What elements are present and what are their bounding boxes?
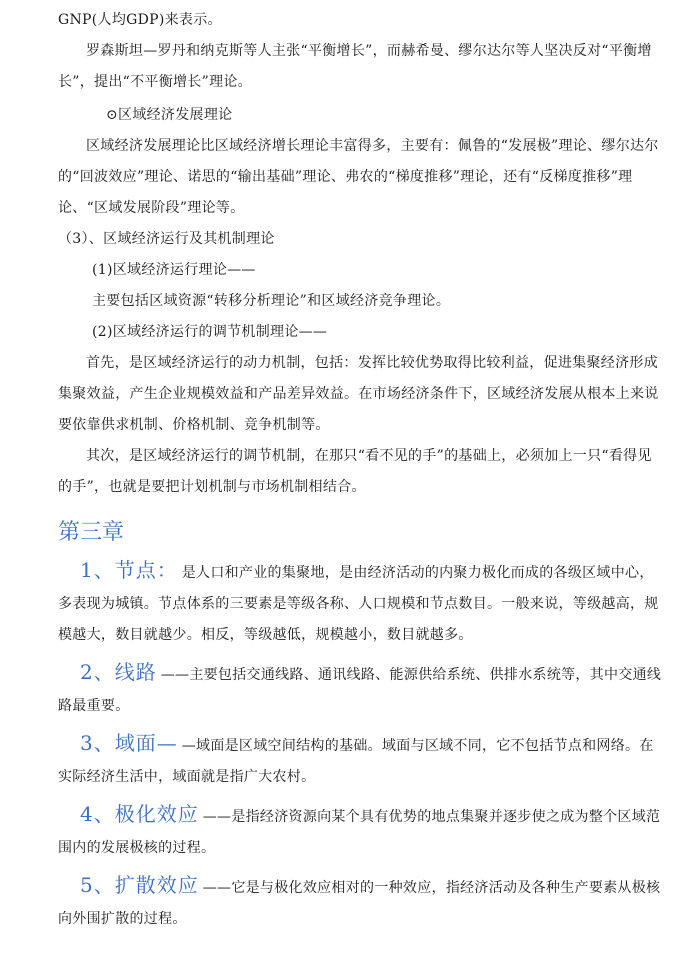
- term-title: 1、节点：: [80, 558, 178, 582]
- chapter-heading: 第三章: [58, 520, 125, 545]
- term-title: 5、扩散效应: [80, 873, 199, 897]
- paragraph-gnp: GNP(人均GDP)来表示。: [58, 12, 222, 28]
- term-node: [58, 555, 663, 651]
- term-title: 4、极化效应: [80, 802, 199, 826]
- heading-section-3: （3）、区域经济运行及其机制理论: [58, 231, 275, 247]
- term-body: —域面是区域空间结构的基础。域面与区域不同，它不包括节点和网络。在实际经济生活中，域面就是指广大农村。: [58, 738, 654, 785]
- paragraph-regional-development: 区域经济发展理论比区域经济增长理论丰富得多，主要有：佩鲁的“发展极”理论、缪尔达尔的“回波效应”理论、诺思的“输出基础”理论、弗农的“梯度推移”理论，还有“反梯度推移”理论、“区域发展阶段”理论等。: [58, 138, 659, 216]
- paragraph-driving-mechanism: 首先，是区域经济运行的动力机制，包括：发挥比较优势取得比较利益，促进集聚经济形成集聚效益，产生企业规模效益和产品差异效益。在市场经济条件下，区域经济发展从根本上来说要依靠供求机制、价格机制、竞争机制等。: [58, 355, 659, 433]
- paragraph-balanced-growth: 罗森斯坦—罗丹和纳克斯等人主张“平衡增长”，而赫希曼、缪尔达尔等人坚决反对“平衡增长”，提出“不平衡增长”理论。: [58, 43, 652, 90]
- paragraph-operation-theory: 主要包括区域资源“转移分析理论”和区域经济竞争理论。: [92, 293, 451, 309]
- term-polarization: [58, 799, 663, 864]
- term-line: [58, 657, 663, 722]
- term-title: 2、线路: [80, 660, 157, 684]
- term-diffusion: [58, 870, 663, 935]
- paragraph-regulating-mechanism: 其次，是区域经济运行的调节机制，在那只“看不见的手”的基础上，必须加上一只“看得见的手”，也就是要把计划机制与市场机制相结合。: [58, 448, 652, 495]
- term-body: ——是指经济资源向某个具有优势的地点集聚并逐步使之成为整个区域范围内的发展极核的过程。: [58, 809, 661, 856]
- term-body: 是人口和产业的集聚地，是由经济活动的内聚力极化而成的各级区域中心，多表现为城镇。节点体系的三要素是等级各称、人口规模和节点数目。一般来说，等级越高，规模越大，数目就越少。相反，等级越低，规模越小，数目就越多。: [58, 565, 659, 643]
- term-body: ——它是与极化效应相对的一种效应，指经济活动及各种生产要素从极核向外围扩散的过程。: [58, 880, 661, 927]
- heading-regional-development-theory: ⊙区域经济发展理论: [106, 107, 233, 123]
- term-body: ——主要包括交通线路、通讯线路、能源供给系统、供排水系统等，其中交通线路最重要。: [58, 667, 662, 714]
- term-title: 3、域面—: [80, 731, 178, 755]
- term-area: [58, 728, 663, 793]
- subheading-operation-theory: (1)区域经济运行理论——: [92, 262, 256, 278]
- subheading-regulation-theory: (2)区域经济运行的调节机制理论——: [92, 324, 328, 340]
- document-page: [0, 5, 689, 959]
